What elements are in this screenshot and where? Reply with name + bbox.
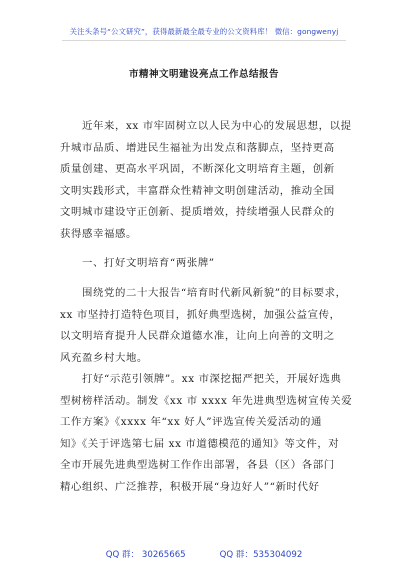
paragraph-line: 知》《关于评选第七届 xx 市道德模范的通知》等文件，对 bbox=[60, 437, 340, 450]
paragraph-line: 工作方案》《xxxx 年“xx 好人”评选宣传关爱活动的通 bbox=[60, 416, 323, 428]
paragraph-line: 以文明培育提升人民群众道德水准，让向上向善的文明之 bbox=[60, 330, 335, 342]
paragraph-line: 升城市品质、增进民生福祉为出发点和落脚点，坚持更高 bbox=[60, 141, 335, 154]
paragraph-line: 获得感幸福感。 bbox=[60, 227, 137, 240]
paragraph-line: 围绕党的二十大报告“培育时代新风新貌”的目标要求， bbox=[82, 287, 347, 299]
footer-qq-group-1: QQ 群： 30265665 bbox=[105, 550, 186, 560]
paragraph-line: 近年来，xx 市牢固树立以人民为中心的发展思想，以提 bbox=[82, 120, 352, 132]
paragraph-line: 质量创建、更高水平巩固，不断深化文明培育主题，创新 bbox=[60, 163, 335, 175]
section-heading-1: 一、打好文明培育“两张牌” bbox=[82, 257, 215, 269]
paragraph-line: xx 市坚持打造特色项目，抓好典型选树，加强公益宣传， bbox=[60, 308, 341, 321]
header-divider bbox=[62, 40, 346, 41]
paragraph-line: 文明城市建设守正创新、提质增效，持续增强人民群众的 bbox=[60, 206, 335, 218]
paragraph-intro bbox=[60, 116, 360, 245]
paragraph-demonstration bbox=[60, 369, 360, 498]
paragraph-line: 型树榜样活动。制发《xx 市 xxxx 年先进典型选树宣传关爱 bbox=[60, 394, 353, 407]
footer-contact bbox=[0, 548, 408, 560]
paragraph-line: 全市开展先进典型选树工作作出部署，各县（区）各部门 bbox=[60, 459, 335, 471]
paragraph-line: 文明实践形式，丰富群众性精神文明创建活动，推动全国 bbox=[60, 184, 335, 197]
footer-qq-group-2: QQ 群：535304092 bbox=[219, 550, 303, 560]
paragraph-section1-intro bbox=[60, 283, 360, 369]
header-promo-note: 关注头条号“公文研究”，获得最新最全最专业的公文资料库！ 微信：gongwenyj bbox=[69, 27, 339, 36]
paragraph-line: 精心组织、广泛推荐，积极开展“身边好人”“新时代好 bbox=[60, 480, 320, 493]
paragraph-line: 打好“示范引领牌”。xx 市深挖掘严把关，开展好选典 bbox=[82, 373, 342, 385]
paragraph-line: 风充盈乡村大地。 bbox=[60, 351, 148, 364]
document-title: 市精神文明建设亮点工作总结报告 bbox=[128, 69, 279, 80]
